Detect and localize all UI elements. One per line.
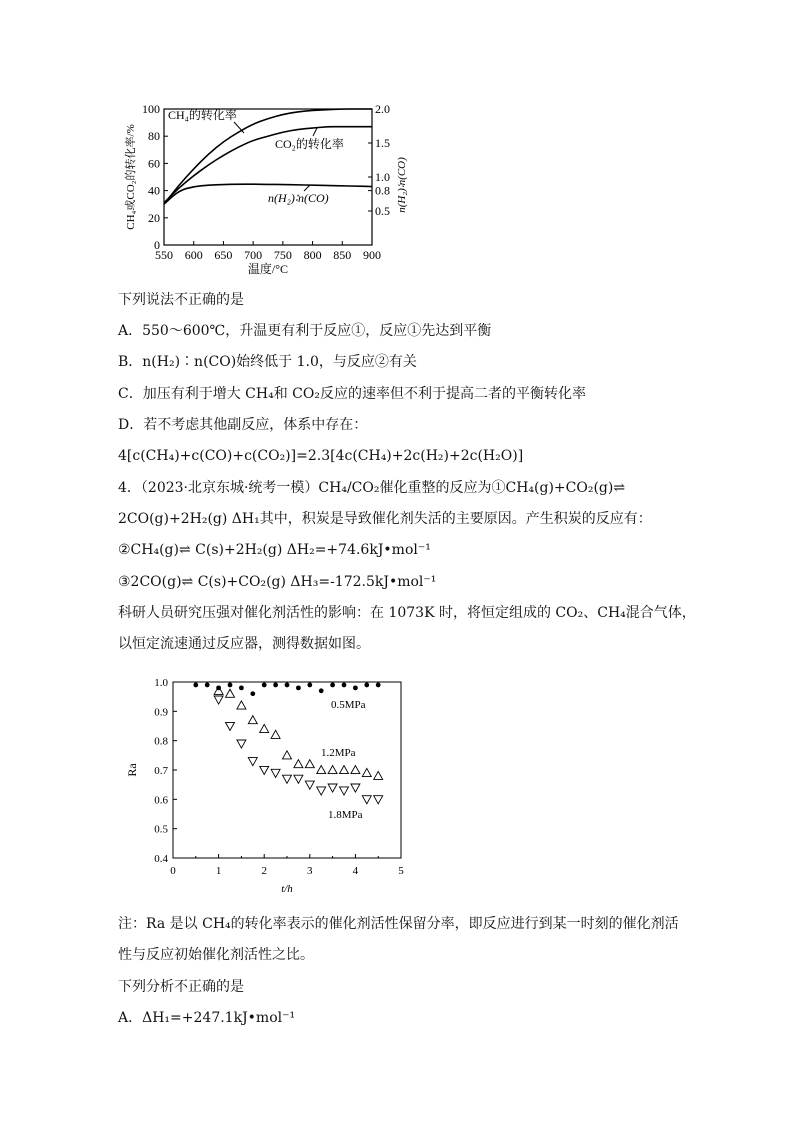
x-tick-label: 650 xyxy=(214,248,233,262)
q4-note-line2: 性与反应初始催化剂活性之比。 xyxy=(118,947,314,963)
y-tick-label: 0.7 xyxy=(154,765,168,777)
x-tick-label: 850 xyxy=(333,248,352,262)
series-label-co2: CO₂的转化率 xyxy=(275,137,344,151)
data-point-1.2mpa xyxy=(260,724,269,732)
ra-chart xyxy=(118,668,418,900)
conversion-chart-svg xyxy=(120,96,410,282)
conversion-chart xyxy=(120,96,410,282)
y-left-tick-label: 80 xyxy=(148,129,160,144)
data-point-1.2mpa xyxy=(351,766,360,774)
data-point-0.5mpa xyxy=(250,691,255,696)
data-point-1.2mpa xyxy=(283,751,292,759)
data-point-1.2mpa xyxy=(317,766,326,774)
data-point-0.5mpa xyxy=(273,683,278,688)
data-point-1.2mpa xyxy=(362,768,371,776)
y-left-tick-label: 60 xyxy=(148,156,160,171)
data-point-1.8mpa xyxy=(271,769,280,777)
data-point-1.8mpa xyxy=(317,787,326,795)
q4-option-a: A．ΔH₁=+247.1kJ•mol⁻¹ xyxy=(118,1010,296,1026)
data-point-1.8mpa xyxy=(294,775,303,783)
data-point-1.2mpa xyxy=(248,716,257,724)
plot-frame xyxy=(164,109,372,245)
q4-stem-line1: 4．（2023·北京东城·统考一模）CH₄/CO₂催化重整的反应为①CH₄(g)+CO₂(g)⇌ xyxy=(118,480,626,496)
x-axis-label: 温度/°C xyxy=(247,262,289,276)
data-point-0.5mpa xyxy=(285,683,290,688)
q3-option-c: C．加压有利于增大 CH₄和 CO₂反应的速率但不利于提高二者的平衡转化率 xyxy=(118,386,586,402)
x-tick-label: 5 xyxy=(398,865,404,877)
data-point-1.8mpa xyxy=(248,758,257,766)
data-point-0.5mpa xyxy=(319,688,324,693)
y-right-tick-label: 0.8 xyxy=(375,183,390,198)
q3-option-b: B．n(H₂)∶n(CO)始终低于 1.0，与反应②有关 xyxy=(118,354,417,370)
x-tick-label: 3 xyxy=(307,865,313,877)
y-right-tick-label: 2.0 xyxy=(375,102,390,116)
data-point-1.2mpa xyxy=(305,760,314,768)
data-point-1.8mpa xyxy=(283,775,292,783)
y-left-tick-label: 20 xyxy=(148,210,160,225)
data-point-1.8mpa xyxy=(305,781,314,789)
data-point-0.5mpa xyxy=(193,683,198,688)
y-right-axis-label: n(H₂)∶n(CO) xyxy=(396,157,408,213)
y-tick-label: 1.0 xyxy=(154,677,168,689)
data-point-1.8mpa xyxy=(374,796,383,804)
y-right-tick-label: 1.5 xyxy=(375,136,390,150)
data-point-0.5mpa xyxy=(330,683,335,688)
data-point-0.5mpa xyxy=(262,683,267,688)
q4-description-line1: 科研人员研究压强对催化剂活性的影响：在 1073K 时，将恒定组成的 CO₂、CH₄混合气体， xyxy=(118,605,696,621)
data-point-1.2mpa xyxy=(237,701,246,709)
y-left-axis-label: CH₄或CO₂的转化率/% xyxy=(125,124,137,230)
data-point-1.2mpa xyxy=(340,766,349,774)
q4-stem-line2: 2CO(g)+2H₂(g) ΔH₁其中，积炭是导致催化剂失活的主要原因。产生积炭的反应有： xyxy=(118,511,652,527)
y-tick-label: 0.5 xyxy=(154,823,168,836)
y-left-tick-label: 0 xyxy=(154,238,160,252)
q3-prompt: 下列说法不正确的是 xyxy=(118,292,244,308)
q3-option-d: D．若不考虑其他副反应，体系中存在： xyxy=(118,417,368,433)
data-point-0.5mpa xyxy=(376,683,381,688)
data-point-0.5mpa xyxy=(296,685,301,690)
data-point-0.5mpa xyxy=(228,683,233,688)
x-tick-label: 600 xyxy=(184,248,203,262)
data-point-1.8mpa xyxy=(362,796,371,804)
series-label-0.5mpa: 0.5MPa xyxy=(331,699,366,711)
y-right-tick-label: 0.5 xyxy=(375,204,390,218)
series-label-1.8mpa: 1.8MPa xyxy=(328,809,363,821)
q4-description-line2: 以恒定流速通过反应器，测得数据如图。 xyxy=(118,636,370,652)
x-tick-label: 2 xyxy=(261,865,267,877)
data-point-0.5mpa xyxy=(239,685,244,690)
q4-prompt: 下列分析不正确的是 xyxy=(118,979,244,995)
x-tick-label: 0 xyxy=(170,865,176,877)
data-point-1.8mpa xyxy=(260,766,269,774)
y-tick-label: 0.9 xyxy=(154,706,168,719)
y-tick-label: 0.8 xyxy=(154,735,168,748)
series-label-ratio: n(H₂)∶n(CO) xyxy=(268,191,329,205)
x-tick-label: 750 xyxy=(273,248,292,262)
q4-reaction-2: ②CH₄(g)⇌ C(s)+2H₂(g) ΔH₂=+74.6kJ•mol⁻¹ xyxy=(118,542,431,558)
data-point-1.2mpa xyxy=(271,730,280,738)
data-point-0.5mpa xyxy=(353,685,358,690)
data-point-0.5mpa xyxy=(342,683,347,688)
data-point-1.2mpa xyxy=(294,760,303,768)
data-point-0.5mpa xyxy=(364,683,369,688)
x-axis-label: t/h xyxy=(281,883,293,895)
x-tick-label: 4 xyxy=(352,865,359,877)
x-tick-label: 1 xyxy=(215,865,222,877)
data-point-1.8mpa xyxy=(226,722,235,730)
x-tick-label: 800 xyxy=(303,248,322,262)
data-point-1.8mpa xyxy=(328,784,337,792)
ra-chart-svg xyxy=(118,668,418,900)
data-point-1.2mpa xyxy=(328,766,337,774)
series-leader-co2 xyxy=(313,128,317,136)
y-tick-label: 0.6 xyxy=(154,794,168,807)
x-tick-label: 700 xyxy=(244,248,263,262)
data-point-0.5mpa xyxy=(205,683,210,688)
y-left-tick-label: 100 xyxy=(142,102,160,116)
q4-note-line1: 注：Ra 是以 CH₄的转化率表示的催化剂活性保留分率，即反应进行到某一时刻的催化剂活 xyxy=(118,916,679,932)
q4-reaction-3: ③2CO(g)⇌ C(s)+CO₂(g) ΔH₃=-172.5kJ•mol⁻¹ xyxy=(118,574,437,590)
data-point-1.8mpa xyxy=(340,787,349,795)
data-point-0.5mpa xyxy=(307,683,312,688)
data-point-1.8mpa xyxy=(351,784,360,792)
y-axis-label: Ra xyxy=(125,763,139,777)
ch4-conversion-line xyxy=(164,109,372,204)
q3-option-a: A．550～600℃，升温更有利于反应①，反应①先达到平衡 xyxy=(118,323,492,339)
series-label-1.2mpa: 1.2MPa xyxy=(321,747,356,759)
data-point-1.8mpa xyxy=(214,696,223,704)
data-point-1.2mpa xyxy=(374,771,383,779)
q3-option-d-equation: 4[c(CH₄)+c(CO)+c(CO₂)]=2.3[4c(CH₄)+2c(H₂)+2c(H₂O)] xyxy=(118,448,524,464)
x-tick-label: 550 xyxy=(155,248,173,262)
y-right-tick-label: 1.0 xyxy=(375,170,390,184)
y-tick-label: 0.4 xyxy=(154,853,168,865)
y-left-tick-label: 40 xyxy=(148,183,160,198)
plot-frame xyxy=(173,682,401,858)
data-point-1.2mpa xyxy=(226,689,235,697)
series-label-ch4: CH₄的转化率 xyxy=(168,108,237,122)
x-tick-label: 900 xyxy=(363,248,381,262)
data-point-1.8mpa xyxy=(237,740,246,748)
